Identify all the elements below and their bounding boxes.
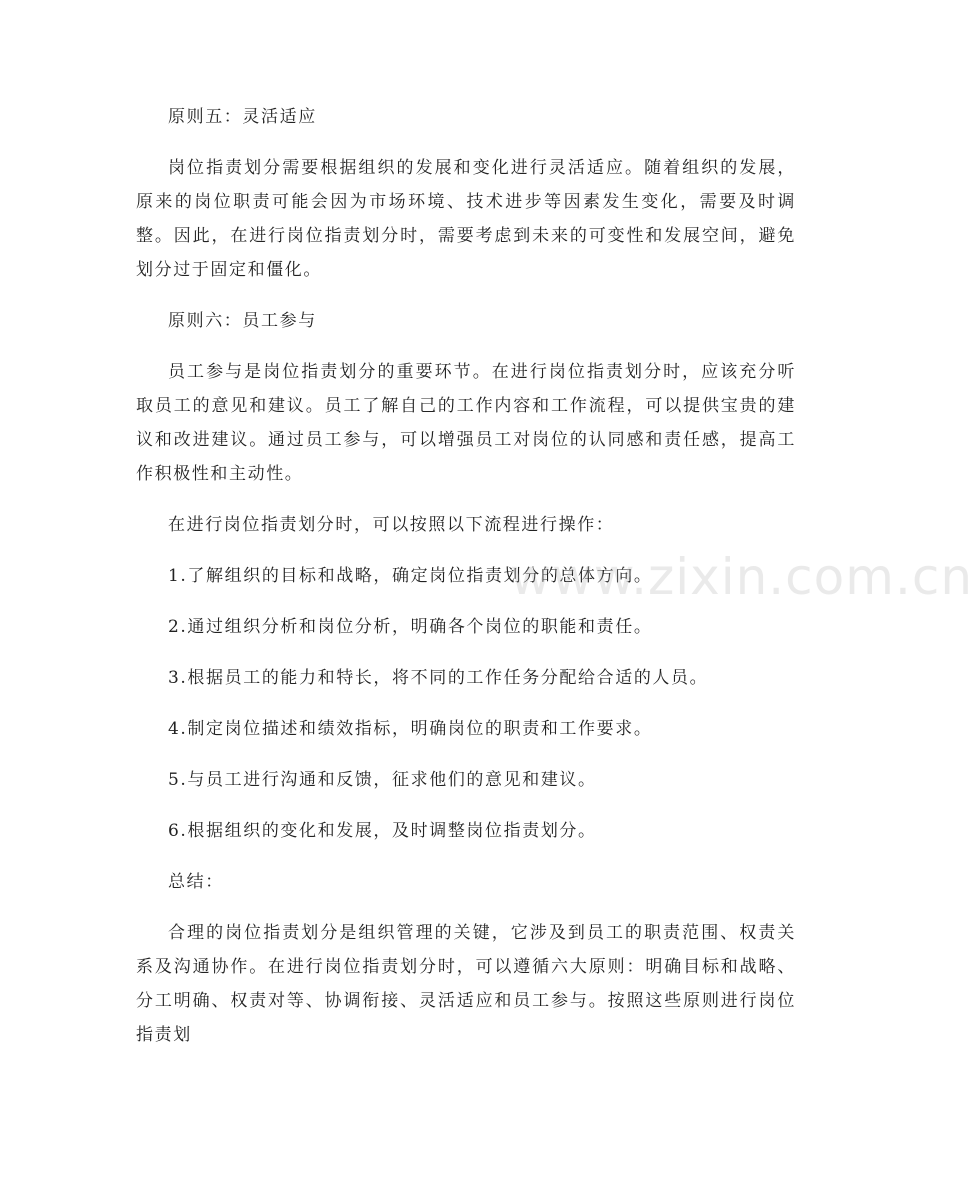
process-step-3: 3.根据员工的能力和特长，将不同的工作任务分配给合适的人员。 [168, 668, 709, 688]
principle6-heading: 原则六：员工参与 [168, 311, 317, 331]
process-intro: 在进行岗位指责划分时，可以按照以下流程进行操作： [168, 515, 615, 535]
principle6-body: 员工参与是岗位指责划分的重要环节。在进行岗位指责划分时，应该充分听取员工的意见和建议。员工了解自己的工作内容和工作流程，可以提供宝贵的建议和改进建议。通过员工参与，可以增强员工对岗位的认同感和责任感，提高工作积极性和主动性。 [136, 362, 796, 484]
summary-heading: 总结： [168, 872, 224, 892]
process-step-6: 6.根据组织的变化和发展，及时调整岗位指责划分。 [168, 821, 597, 841]
process-step-1: 1.了解组织的目标和战略，确定岗位指责划分的总体方向。 [168, 566, 653, 586]
watermark-text: www.zixin.com.cn [510, 548, 973, 606]
principle5-heading: 原则五：灵活适应 [168, 107, 317, 127]
process-step-4: 4.制定岗位描述和绩效指标，明确岗位的职责和工作要求。 [168, 719, 653, 739]
principle5-body: 岗位指责划分需要根据组织的发展和变化进行灵活适应。随着组织的发展，原来的岗位职责可能会因为市场环境、技术进步等因素发生变化，需要及时调整。因此，在进行岗位指责划分时，需要考虑到未来的可变性和发展空间，避免划分过于固定和僵化。 [136, 158, 796, 280]
summary-body: 合理的岗位指责划分是组织管理的关键，它涉及到员工的职责范围、权责关系及沟通协作。在进行岗位指责划分时，可以遵循六大原则：明确目标和战略、分工明确、权责对等、协调衔接、灵活适应和员工参与。按照这些原则进行岗位指责划 [136, 923, 796, 1045]
process-step-5: 5.与员工进行沟通和反馈，征求他们的意见和建议。 [168, 770, 597, 790]
document-content [136, 100, 796, 1069]
process-step-2: 2.通过组织分析和岗位分析，明确各个岗位的职能和责任。 [168, 617, 653, 637]
